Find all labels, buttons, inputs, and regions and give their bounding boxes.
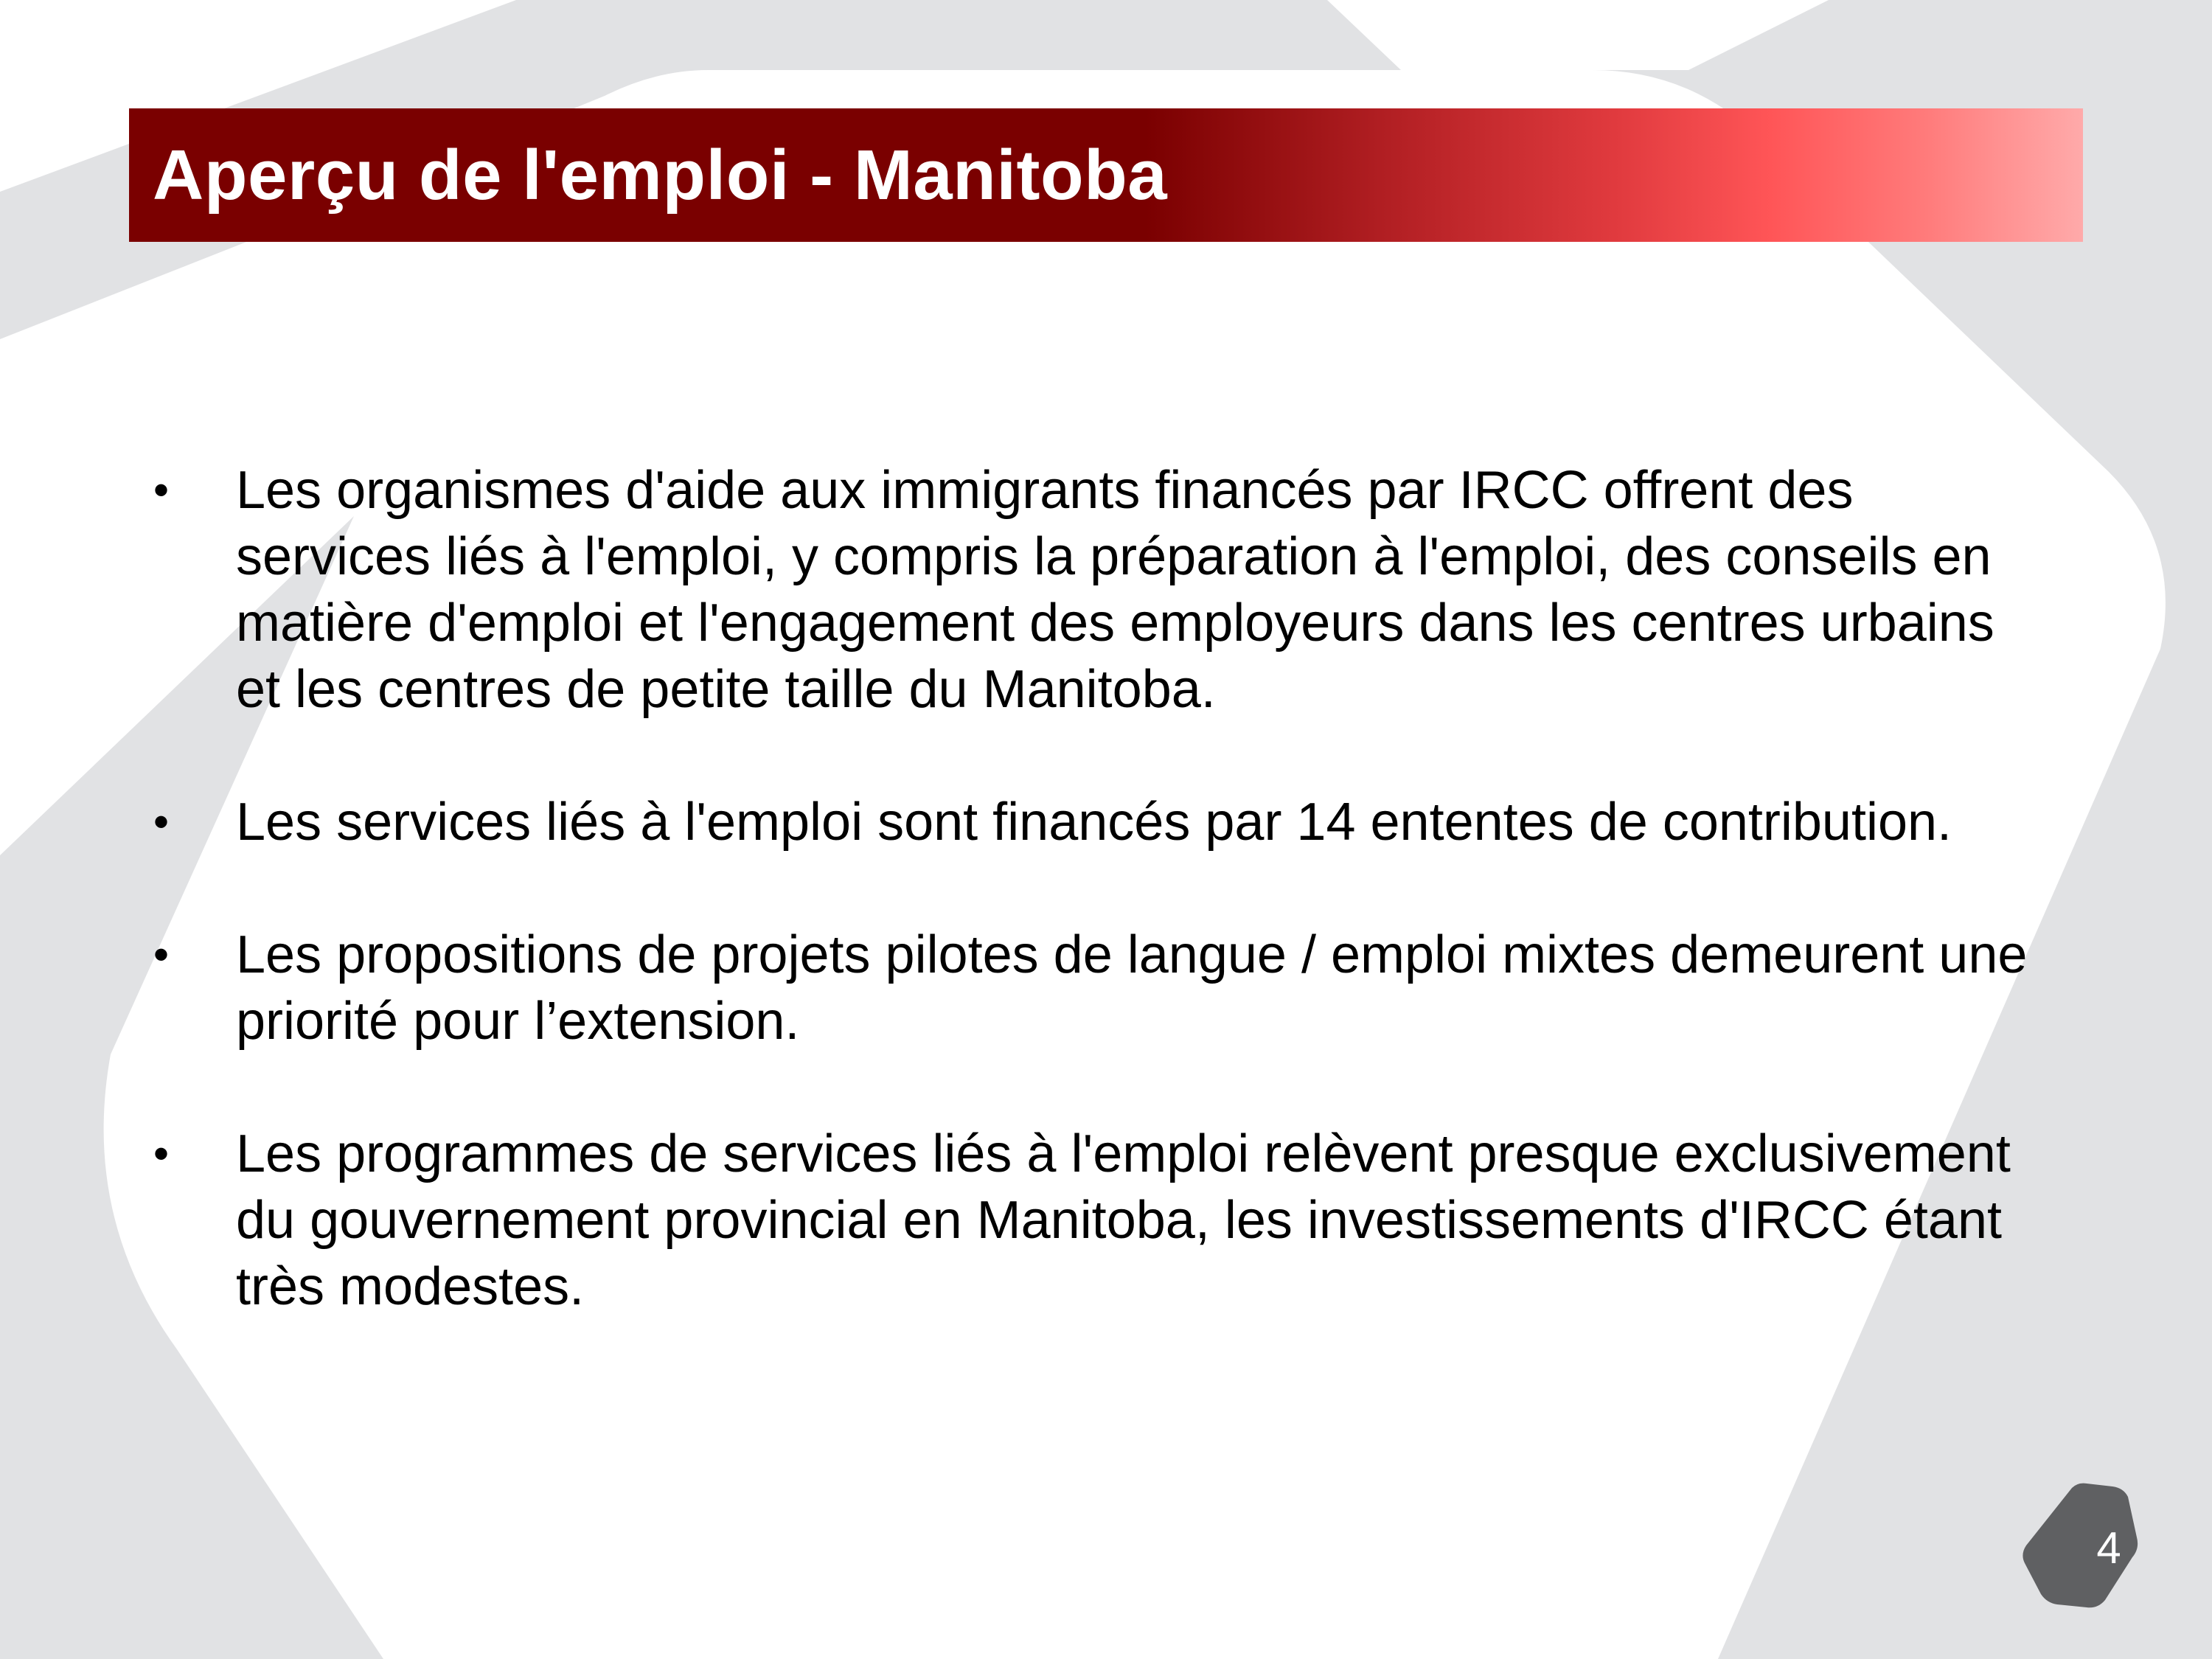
list-item: [147, 789, 2035, 855]
bullet-icon: •: [153, 797, 170, 846]
list-item: [147, 457, 2035, 723]
list-item: [147, 1121, 2035, 1320]
page-number: 4: [2096, 1523, 2121, 1573]
bullet-text: Les organismes d'aide aux immigrants financés par IRCC offrent des services liés à l'emploi, y compris la préparation à l'emploi, des conseils en matière d'emploi et l'engagement des employeurs dans les centres urbains et les centres de petite taille du Manitoba.: [236, 461, 1994, 719]
list-item: [147, 922, 2035, 1054]
bullet-icon: •: [153, 930, 170, 979]
title-bar: [129, 108, 2083, 242]
bullet-text: Les services liés à l'emploi sont financés par 14 ententes de contribution.: [236, 793, 1952, 852]
bullet-icon: •: [153, 1129, 170, 1178]
bullet-icon: •: [153, 465, 170, 515]
slide-title: Aperçu de l'emploi - Manitoba: [153, 135, 1168, 215]
bullet-text: Les programmes de services liés à l'emploi relèvent presque exclusivement du gouvernement provincial en Manitoba, les investissements d'IRCC étant très modestes.: [236, 1124, 2011, 1316]
bullet-text: Les propositions de projets pilotes de langue / emploi mixtes demeurent une priorité pour l’extension.: [236, 925, 2028, 1051]
bullet-list: [147, 457, 2035, 1320]
